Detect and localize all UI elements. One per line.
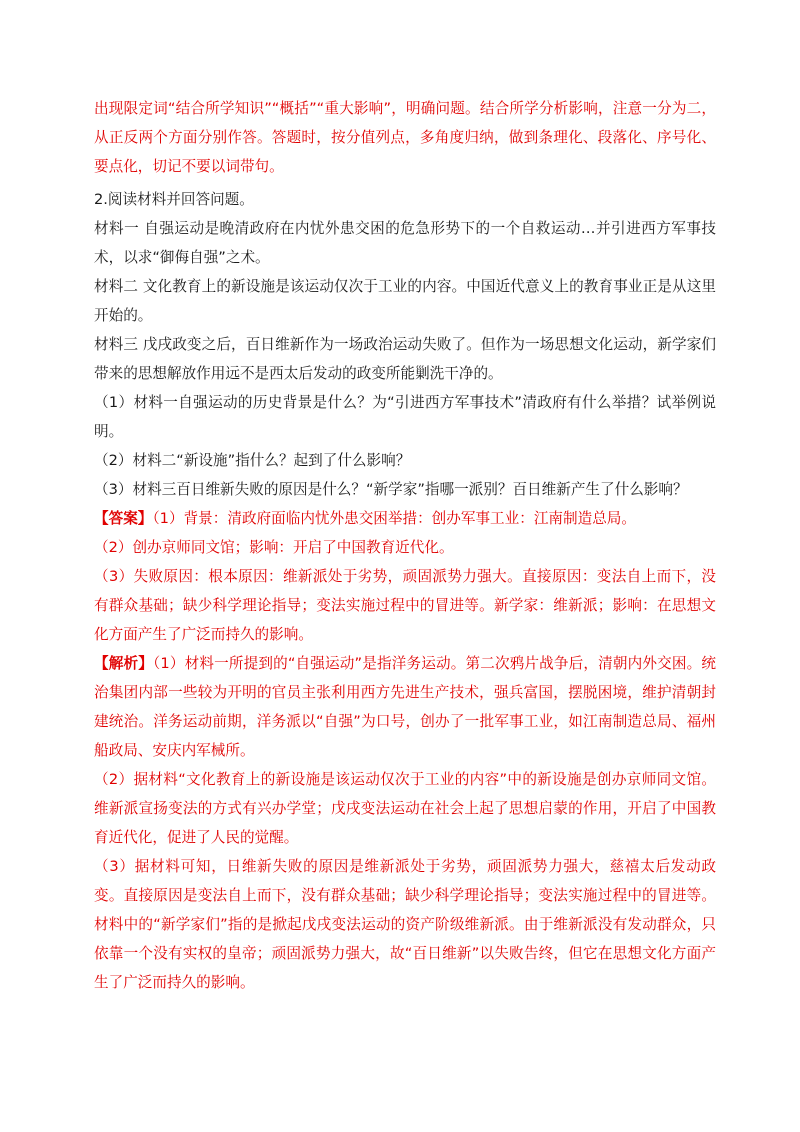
analysis-text-1: （1）材料一所提到的“自强运动”是指洋务运动。第二次鸦片战争后，清朝内外交困。统治集团内部一些较为开明的官员主张利用西方先进生产技术，强兵富国，摆脱困境，维护清朝封建统治。洋务运动前期，洋务派以“自强”为口号，创办了一批军事工业，如江南制造总局、福州船政局、安庆内军械所。 xyxy=(94,655,716,759)
previous-analysis-text: 出现限定词“结合所学知识”“概括”“重大影响”，明确问题。结合所学分析影响，注意一分为二，从正反两个方面分别作答。答题时，按分值列点，多角度归纳，做到条理化、段落化、序号化、要点化，切记不要以词带句。 xyxy=(94,100,716,175)
answer-item-1 xyxy=(94,504,716,533)
page-content xyxy=(94,94,716,997)
material-3: 材料三 戊戌政变之后，百日维新作为一场政治运动失败了。但作为一场思想文化运动，新学家们带来的思想解放作用远不是西太后发动的政变所能剿洗干净的。 xyxy=(94,336,716,382)
answer-item-3: （3）失败原因：根本原因：维新派处于劣势，顽固派势力强大。直接原因：变法自上而下，没有群众基础；缺少科学理论指导；变法实施过程中的冒进等。新学家：维新派；影响：在思想文化方面产生了广泛而持久的影响。 xyxy=(94,568,716,643)
analysis-item-1 xyxy=(94,649,716,765)
answer-tag: 【答案】 xyxy=(94,510,153,527)
analysis-item-3: （3）据材料可知，日维新失败的原因是维新派处于劣势，顽固派势力强大，慈禧太后发动政变。直接原因是变法自上而下，没有群众基础；缺少科学理论指导；变法实施过程中的冒进等。材料中的“新学家们”指的是掀起戊戌变法运动的资产阶级维新派。由于维新派没有发动群众，只依靠一个没有实权的皇帝；顽固派势力强大，故“百日维新”以失败告终，但它在思想文化方面产生了广泛而持久的影响。 xyxy=(94,858,716,991)
question-1: （1）材料一自强运动的历史背景是什么？为“引进西方军事技术”清政府有什么举措？试举例说明。 xyxy=(94,394,716,440)
question-3: （3）材料三百日维新失败的原因是什么？“新学家”指哪一派别？百日维新产生了什么影响？ xyxy=(94,481,688,498)
answer-text-1: （1）背景：清政府面临内忧外患交困举措：创办军事工业：江南制造总局。 xyxy=(152,510,636,527)
analysis-item-2: （2）据材料“文化教育上的新设施是该运动仅次于工业的内容”中的新设施是创办京师同文馆。维新派宣扬变法的方式有兴办学堂；戊戌变法运动在社会上起了思想启蒙的作用，开启了中国教育近代化，促进了人民的觉醒。 xyxy=(94,771,716,846)
question-2: （2）材料二“新设施”指什么？起到了什么影响？ xyxy=(94,452,411,469)
answer-item-2: （2）创办京师同文馆；影响：开启了中国教育近代化。 xyxy=(94,539,454,556)
material-2: 材料二 文化教育上的新设施是该运动仅次于工业的内容。中国近代意义上的教育事业正是从这里开始的。 xyxy=(94,278,716,324)
question-title: 2.阅读材料并回答问题。 xyxy=(94,191,254,208)
material-1: 材料一 自强运动是晚清政府在内忧外患交困的危急形势下的一个自救运动…并引进西方军事技术，以求“御侮自强”之术。 xyxy=(94,220,716,266)
analysis-tag: 【解析】 xyxy=(94,655,153,672)
